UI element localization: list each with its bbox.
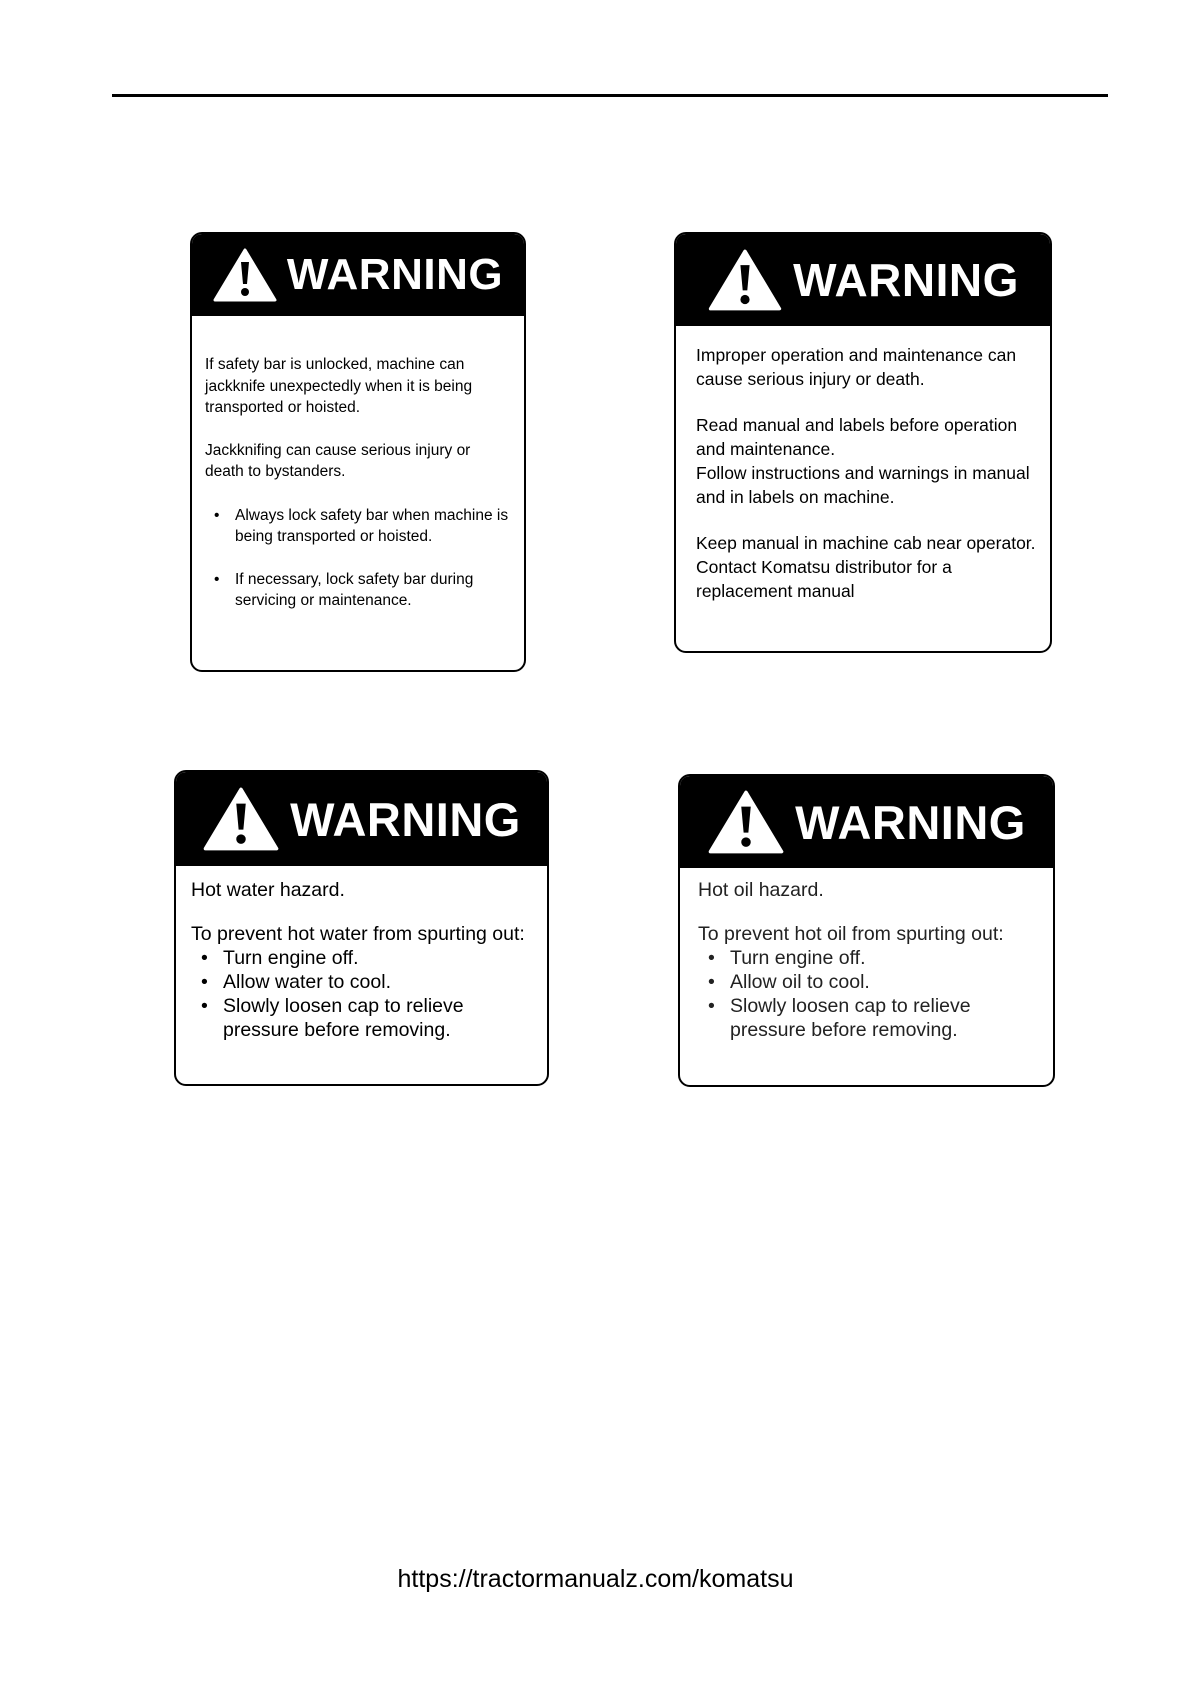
list-item: • Always lock safety bar when machine is being transported or hoisted. [205, 505, 510, 548]
warning-text: Read manual and labels before operation and maintenance. [696, 415, 1018, 459]
warning-label-header [176, 772, 547, 866]
warning-label-safety-bar [190, 232, 526, 672]
warning-label-body [192, 354, 524, 612]
warning-label-title: WARNING [795, 795, 1026, 849]
footer-url[interactable]: https://tractormanualz.com/komatsu [397, 1565, 794, 1593]
warning-label-body [676, 343, 1050, 603]
warning-text: To prevent hot water from spurting out: [191, 923, 525, 945]
warning-triangle-icon [707, 790, 785, 854]
list-item: • Slowly loosen cap to relieve pressure before removing. [698, 994, 1039, 1042]
warning-label-header [676, 234, 1050, 326]
warning-text: Improper operation and maintenance can cause serious injury or death. [696, 345, 1017, 389]
list-item: • Turn engine off. [191, 946, 533, 970]
warning-triangle-icon [202, 787, 280, 851]
warning-triangle-icon [213, 248, 277, 302]
warning-label-title: WARNING [286, 250, 504, 299]
header-rule [112, 94, 1108, 97]
warning-label-header [680, 776, 1053, 868]
list-item: • Turn engine off. [698, 946, 1039, 970]
list-item: • Allow water to cool. [191, 970, 533, 994]
warning-bullet-list [191, 946, 533, 1042]
warning-text: To prevent hot oil from spurting out: [698, 923, 1004, 945]
warning-text: Follow instructions and warnings in manual and in labels on machine. [696, 463, 1030, 507]
warning-triangle-icon [707, 249, 783, 311]
warning-label-title: WARNING [290, 792, 521, 846]
warning-bullet-list [698, 946, 1039, 1042]
warning-label-hot-oil [678, 774, 1055, 1087]
warning-label-body [176, 878, 547, 1042]
warning-label-body [680, 878, 1053, 1042]
warning-label-title: WARNING [793, 254, 1019, 306]
warning-bullet-list [205, 505, 510, 612]
list-item: • Slowly loosen cap to relieve pressure before removing. [191, 994, 533, 1042]
warning-text: Jackknifing can cause serious injury or death to bystanders. [205, 441, 471, 480]
warning-text: If safety bar is unlocked, machine can jackknife unexpectedly when it is being transported or hoisted. [205, 356, 473, 416]
list-item: • Allow oil to cool. [698, 970, 1039, 994]
warning-label-header [192, 234, 524, 316]
warning-text: Keep manual in machine cab near operator. [696, 533, 1036, 553]
warning-text: Hot oil hazard. [698, 879, 824, 901]
warning-text: Contact Komatsu distributor for a replacement manual [696, 557, 952, 601]
warning-label-hot-water [174, 770, 549, 1086]
warning-text: Hot water hazard. [191, 879, 345, 901]
list-item: • If necessary, lock safety bar during servicing or maintenance. [205, 569, 510, 612]
warning-label-manual [674, 232, 1052, 653]
